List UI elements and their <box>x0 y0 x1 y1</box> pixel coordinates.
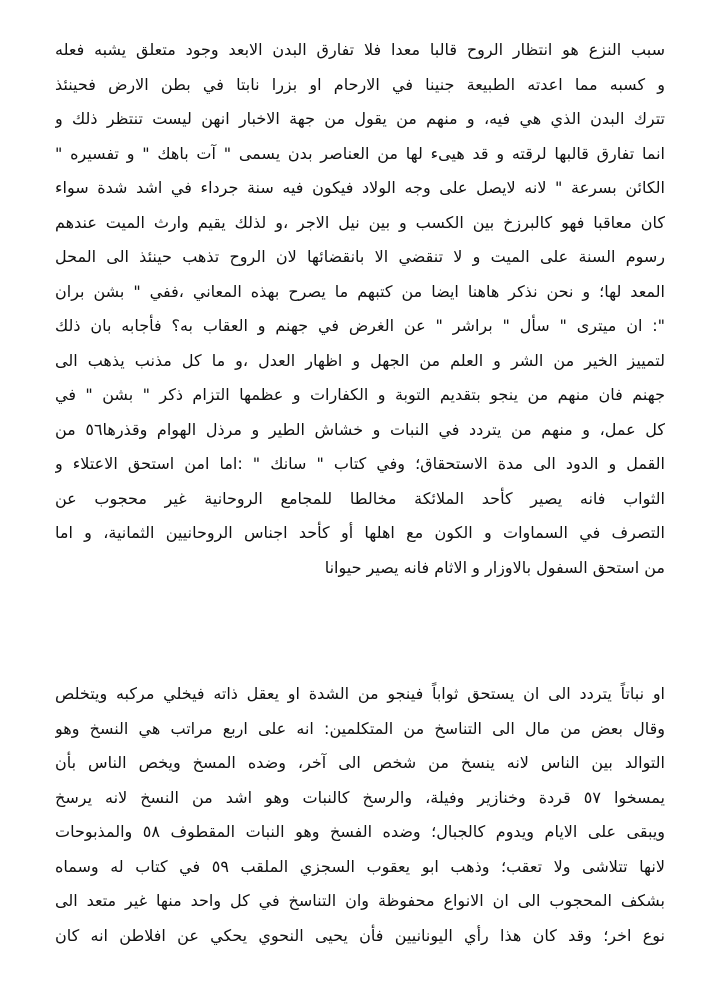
paragraph-2 <box>55 677 665 953</box>
paragraph-1 <box>55 33 665 585</box>
text-line: انما تفارق قالبها لرقته و قد هيىء لها من العناصر بدن يسمى " آت باهك " و تفسيره " <box>55 143 665 163</box>
text-line: و كسبه مما اعدته الطبيعة جنينا في الارحام او بزرا نابتا في بطن الارض فحينئذ <box>55 74 665 94</box>
text-line: يمسخوا ٥٧ قردة وخنازير وفيلة، والرسخ كالنبات وهو اشد من النسخ لانه يرسخ <box>55 787 665 807</box>
text-line: نوع اخر؛ وقد كان هذا رأي اليونانيين فأن يحيى النحوي يحكي عن افلاطن انه كان <box>55 925 665 945</box>
text-line: كل عمل، و منهم من يتردد في النبات و خشاش الطير و مرذل الهوام وقذرها٥٦ من <box>55 419 665 439</box>
text-line: القمل و الدود الى مدة الاستحقاق؛ وفي كتاب " سانك " :اما امن استحق الاعتلاء و <box>55 454 665 473</box>
text-line: رسوم السنة على الميت و لا تنقضي الا بانقضائها لان الروح تذهب حينئذ الى المحل <box>55 247 665 266</box>
text-line: الثواب فانه يصير كأحد الملائكة مخالطا للمجامع الروحانية غير محجوب عن <box>55 488 665 508</box>
text-line: جهنم فان منهم من ينجو بتقديم التوبة و الكفارات و عظمها التزام ذكر " بشن " في <box>55 385 665 404</box>
text-line: وقال بعض من مال الى التناسخ من المتكلمين: انه على اربع مراتب هي النسخ وهو <box>55 718 665 738</box>
text-line: ويبقى على الايام ويدوم كالجبال؛ وضده الفسخ وهو النبات المقطوف ٥٨ والمذبوحات <box>55 822 665 841</box>
text-line: الكائن بسرعة " لانه لايصل على وجه الولاد فيكون فيه سنة جرداء في اشد شدة سواء <box>55 178 665 197</box>
text-line: من استحق السفول بالاوزار و الاثام فانه يصير حيوانا <box>324 557 665 577</box>
text-line: لتمييز الخير من الشر و العلم من الجهل و اظهار العدل ،و ما كل مذنب يذهب الى <box>55 350 665 370</box>
text-line: كان معاقبا فهو كالبرزخ بين الكسب و بين نيل الاجر ،و لذلك يقيم وارث الميت عندهم <box>55 212 665 232</box>
text-line: التوالد بين الناس لانه ينسخ من شخص الى آخر، وضده المسخ ويخص الناس بأن <box>55 753 665 772</box>
text-line: التصرف في السماوات و الكون مع اهلها أو كأحد اجناس الروحانيين الثمانية، و اما <box>55 523 665 542</box>
text-line: او نباتاً يتردد الى ان يستحق ثواباً فينجو من الشدة او يعقل ذاته فيخلي مركبه ويتخلص <box>55 684 665 703</box>
text-line: لانها تتلاشى ولا تعقب؛ وذهب ابو يعقوب السجزي الملقب ٥٩ في كتاب له وسماه <box>55 856 665 876</box>
text-line: بشكف المحجوب الى ان الانواع محفوظة وان التناسخ في كل واحد منها غير متعد الى <box>55 891 665 910</box>
text-line: ": ان ميترى " سأل " براشر " عن الغرض في جهنم و العقاب به؟ فأجابه بان ذلك <box>55 316 665 335</box>
text-line: المعد لها؛ و نحن نذكر هاهنا ايضا من كتبهم ما يصرح بهذه المعاني ،ففي " بشن بران <box>55 281 665 301</box>
text-line: سبب النزع هو انتظار الروح قالبا معدا فلا تفارق البدن الابعد وجود متعلق يشبه فعله <box>55 40 665 59</box>
text-line: تترك البدن الذي هي فيه، و منهم من يقول من جهة الاخبار انهن ليست تنتظر ذلك و <box>55 109 665 128</box>
